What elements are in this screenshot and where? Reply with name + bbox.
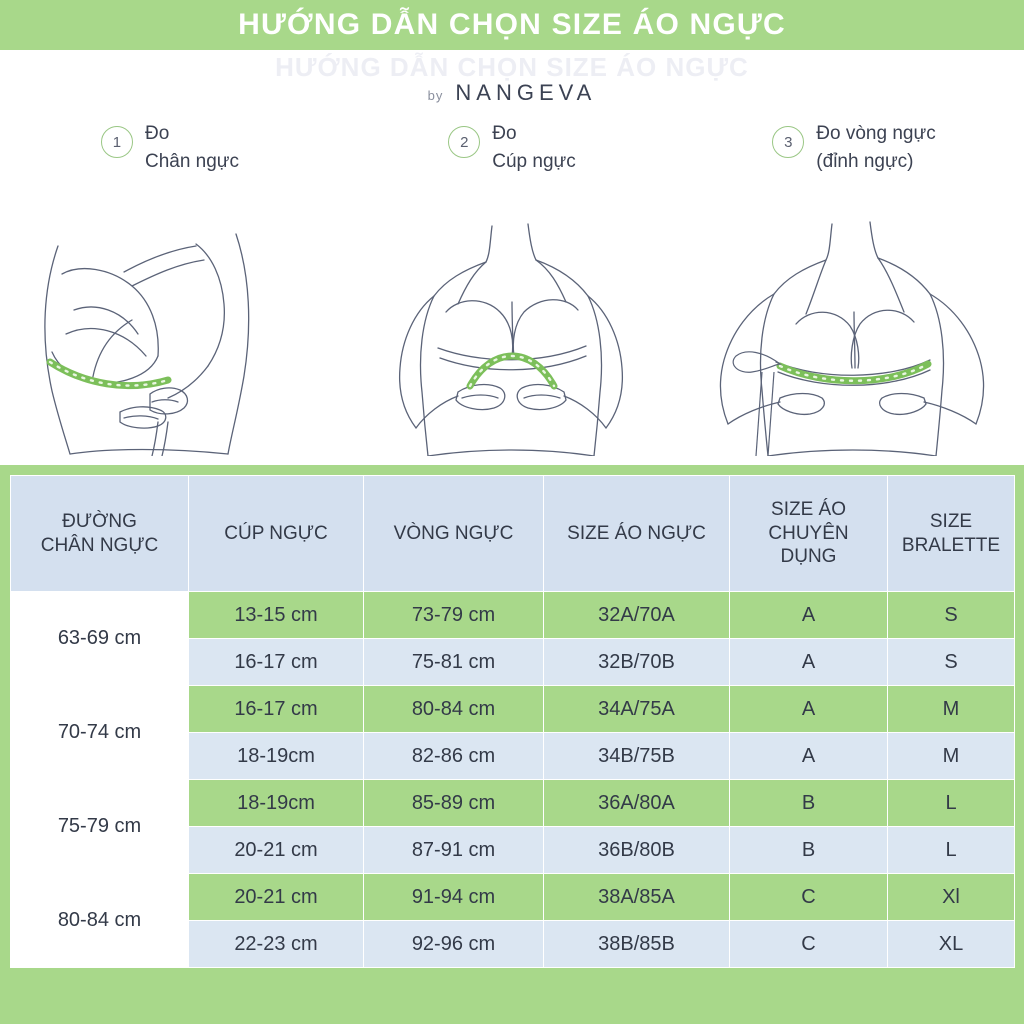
col-header-bra-size [544,476,730,592]
col-header-bralette-line2: BRALETTE [901,534,1001,556]
step-3-label-line2: (đỉnh ngực) [816,150,914,172]
col-header-bust-line1: VÒNG NGỰC [393,522,514,544]
table-row [11,780,1015,827]
step-2 [342,120,682,465]
table-row [11,874,1015,921]
size-table [10,475,1015,968]
cell-cup: 22-23 cm [189,921,364,968]
cell-bust: 92-96 cm [364,921,544,968]
brand [0,80,1024,106]
col-header-bralette-line1: SIZE [929,510,973,532]
step-3-number: 3 [772,126,804,158]
page-title: HƯỚNG DẪN CHỌN SIZE ÁO NGỰC [238,8,786,41]
watermark-title: HƯỚNG DẪN CHỌN SIZE ÁO NGỰC [275,52,749,82]
cell-special: A [730,592,888,639]
col-header-cup [189,476,364,592]
col-header-band-line1: ĐƯỜNG [62,510,137,532]
step-3-label [816,120,935,175]
cell-cup: 20-21 cm [189,827,364,874]
col-header-special-line2: CHUYÊN [768,522,849,544]
step-2-number: 2 [448,126,480,158]
cell-special: A [730,686,888,733]
step-1-label-line1: Đo [144,123,170,144]
cell-bra-size: 32B/70B [544,639,730,686]
brand-name: NANGEVA [455,80,597,105]
cell-bra-size: 34A/75A [544,686,730,733]
table-row [11,686,1015,733]
cell-bra-size: 34B/75B [544,733,730,780]
measuring-tape-underbust [50,362,168,386]
brand-by-label: by [427,88,444,103]
cell-cup: 18-19cm [189,733,364,780]
step-3 [684,120,1024,465]
col-header-special-size [730,476,888,592]
size-table-area [0,465,1024,1024]
step-1-number: 1 [101,126,133,158]
table-header-row [11,476,1015,592]
step-2-figure [342,216,682,456]
cell-bust: 82-86 cm [364,733,544,780]
cell-bra-size: 38A/85A [544,874,730,921]
cell-bralette: XL [888,921,1015,968]
col-header-bust [364,476,544,592]
cell-cup: 13-15 cm [189,592,364,639]
cell-cup: 16-17 cm [189,639,364,686]
cell-special: A [730,639,888,686]
col-header-band-line2: CHÂN NGỰC [40,534,159,556]
cell-special: A [730,733,888,780]
col-header-special-line3: DỤNG [780,546,837,568]
underbust-measure-illustration [0,216,340,456]
cell-bralette: Xl [888,874,1015,921]
illustrations [0,110,1024,465]
table-row [11,592,1015,639]
step-2-label-line2: Cúp ngực [492,150,576,172]
cell-bralette: S [888,639,1015,686]
col-header-band [11,476,189,592]
step-1-header [0,120,340,216]
step-2-label-line1: Đo [492,123,517,144]
cell-bust: 75-81 cm [364,639,544,686]
cell-bralette: M [888,733,1015,780]
step-1-figure [0,216,340,456]
step-3-label-line1: Đo vòng ngực [816,123,936,144]
col-header-bra-size-line1: SIZE ÁO NGỰC [567,522,706,544]
cell-bust: 87-91 cm [364,827,544,874]
cell-special: C [730,921,888,968]
cell-band: 80-84 cm [11,874,189,968]
header-banner [0,0,1024,50]
cell-bra-size: 32A/70A [544,592,730,639]
cell-bust: 73-79 cm [364,592,544,639]
cell-band: 70-74 cm [11,686,189,780]
col-header-cup-line1: CÚP NGỰC [224,522,328,544]
cell-band: 63-69 cm [11,592,189,686]
step-2-label [492,120,576,175]
step-1-label-line2: Chân ngực [144,150,240,172]
cell-bra-size: 38B/85B [544,921,730,968]
cell-bust: 91-94 cm [364,874,544,921]
measuring-tape-cup [470,356,554,386]
cell-bust: 85-89 cm [364,780,544,827]
cell-cup: 16-17 cm [189,686,364,733]
cell-special: B [730,827,888,874]
cell-bralette: L [888,780,1015,827]
step-2-header [342,120,682,216]
step-1 [0,120,340,465]
cell-bralette: M [888,686,1015,733]
col-header-special-line1: SIZE ÁO [771,498,846,520]
cell-bra-size: 36A/80A [544,780,730,827]
cell-special: C [730,874,888,921]
cup-measure-illustration [342,216,682,456]
cell-band: 75-79 cm [11,780,189,874]
cell-bra-size: 36B/80B [544,827,730,874]
cell-cup: 18-19cm [189,780,364,827]
col-header-bralette [888,476,1015,592]
step-3-header [684,120,1024,216]
cell-special: B [730,780,888,827]
cell-bralette: S [888,592,1015,639]
step-1-label [145,120,239,175]
cell-bralette: L [888,827,1015,874]
step-3-figure [684,216,1024,456]
cell-bust: 80-84 cm [364,686,544,733]
cell-cup: 20-21 cm [189,874,364,921]
bust-measure-illustration [684,216,1024,456]
